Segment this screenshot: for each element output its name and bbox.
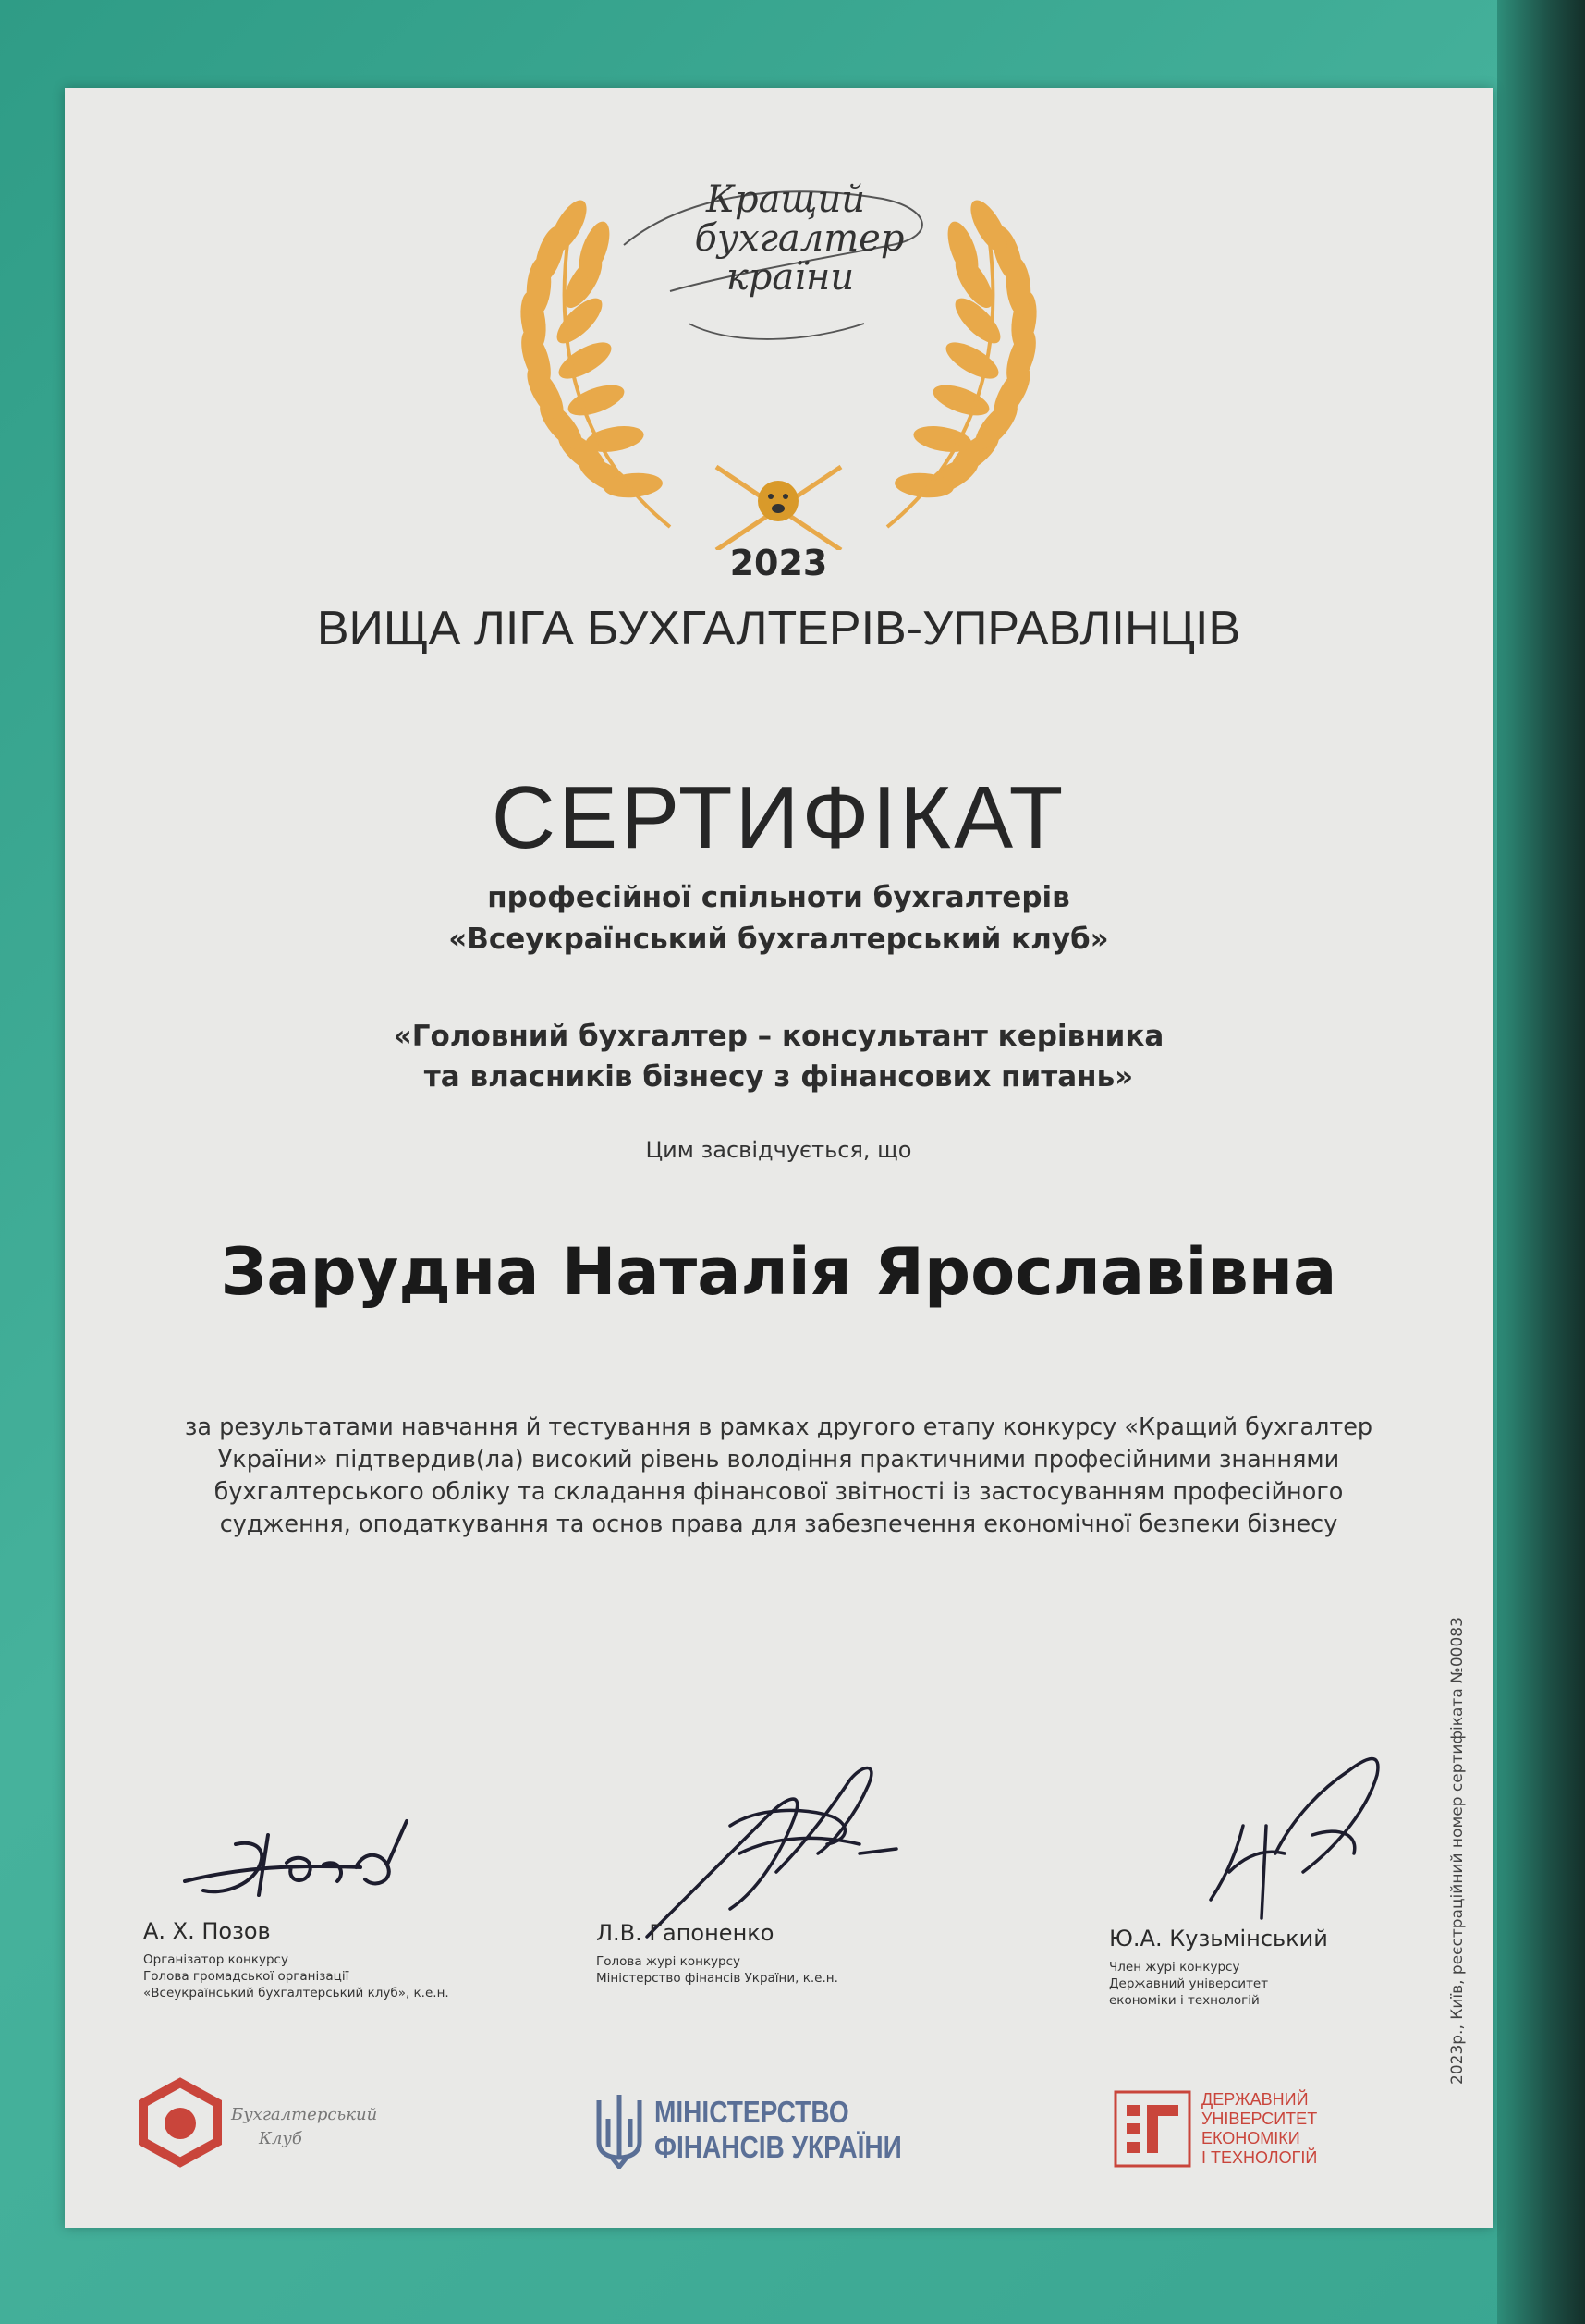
certificate-paper — [65, 88, 1493, 2228]
emblem-script-line-3: країни — [725, 256, 855, 299]
signatory-1-name: А. Х. Позов — [143, 1918, 271, 1944]
subtitle-line-2: «Всеукраїнський бухгалтерський клуб» — [448, 923, 1109, 956]
signatory-3 — [1109, 1926, 1423, 2009]
club-logo-line-1: Бухгалтерський — [231, 2105, 378, 2124]
certificate-body — [176, 1412, 1382, 1541]
recipient-name: Зарудна Наталія Ярославівна — [220, 1234, 1337, 1310]
signatory-2-name: Л.В. Гапоненко — [596, 1920, 774, 1946]
university-logo-line-2: УНІВЕРСИТЕТ — [1201, 2110, 1318, 2128]
trident-icon — [591, 2091, 647, 2169]
university-logo — [1114, 2085, 1354, 2177]
signatory-3-role — [1109, 1959, 1423, 2009]
emblem-script-line-2: бухгалтер — [694, 217, 905, 260]
signature-kuzminsky — [1174, 1733, 1423, 1937]
university-logo-text — [1201, 2090, 1317, 2168]
ministry-logo-line-1: МІНІСТЕРСТВО — [654, 2095, 849, 2129]
confirm-text: Цим засвідчується, що — [645, 1137, 912, 1163]
signatory-1-role-line-2: Голова громадської організації — [143, 1969, 349, 1984]
ministry-logo-line-2: ФІНАНСІВ УКРАЇНИ — [654, 2130, 902, 2164]
signatory-3-name: Ю.А. Кузьмінський — [1109, 1926, 1328, 1951]
signatory-3-role-line-1: Член журі конкурсу — [1109, 1960, 1240, 1975]
signatory-2 — [596, 1920, 966, 1987]
signature-pozov — [166, 1780, 471, 1918]
body-line-3: бухгалтерського обліку та складання фінансової звітності із застосуванням професійного — [213, 1478, 1344, 1506]
program-line-1: «Головний бухгалтер – консультант керівника — [393, 1020, 1164, 1053]
club-mascot-icon — [758, 481, 799, 521]
program-line-2: та власників бізнесу з фінансових питань» — [423, 1060, 1134, 1094]
ministry-logo-text — [654, 2095, 902, 2165]
signatory-1-role-line-1: Організатор конкурсу — [143, 1952, 288, 1967]
certificate-year: 2023 — [729, 543, 828, 583]
signatory-1-role — [143, 1951, 513, 2001]
signatory-1-role-line-3: «Всеукраїнський бухгалтерський клуб», к.е.н. — [143, 1986, 449, 2000]
ministry-logo — [591, 2089, 943, 2172]
club-logo-icon — [134, 2075, 226, 2168]
signatory-3-role-line-2: Державний університет — [1109, 1976, 1269, 1991]
certificate-title: СЕРТИФІКАТ — [491, 768, 1067, 867]
club-logo-line-2: Клуб — [259, 2129, 302, 2148]
folder-edge — [1497, 0, 1585, 2324]
university-logo-icon — [1114, 2090, 1191, 2168]
signatory-2-role-line-1: Голова журі конкурсу — [596, 1954, 741, 1969]
registration-text: 2023р., Київ, реєстраційний номер сертифіката №00083 — [1448, 1617, 1467, 2085]
emblem-script-line-1: Кращий — [706, 178, 865, 221]
body-line-1: за результатами навчання й тестування в рамках другого етапу конкурсу «Кращий бухгалтер — [184, 1413, 1373, 1441]
body-line-4: судження, оподаткування та основ права для забезпечення економічної безпеки бізнесу — [219, 1511, 1338, 1538]
registration-number — [1448, 1617, 1467, 2085]
emblem-script — [647, 180, 924, 297]
subtitle-line-1: професійної спільноти бухгалтерів — [487, 881, 1070, 914]
signatory-2-role-line-2: Міністерство фінансів України, к.е.н. — [596, 1971, 838, 1986]
league-title: ВИЩА ЛІГА БУХГАЛТЕРІВ-УПРАВЛІНЦІВ — [316, 602, 1241, 655]
club-logo-text — [231, 2103, 377, 2151]
signatory-2-role — [596, 1953, 966, 1987]
signatory-3-role-line-3: економіки і технологій — [1109, 1993, 1260, 2008]
club-logo — [134, 2075, 378, 2177]
body-line-2: України» підтвердив(ла) високий рівень володіння практичними професійними знаннями — [217, 1446, 1340, 1474]
signatory-1 — [143, 1918, 513, 2001]
university-logo-line-1: ДЕРЖАВНИЙ — [1201, 2090, 1309, 2109]
university-logo-line-3: ЕКОНОМІКИ — [1201, 2129, 1300, 2147]
university-logo-line-4: І ТЕХНОЛОГІЙ — [1201, 2148, 1318, 2167]
